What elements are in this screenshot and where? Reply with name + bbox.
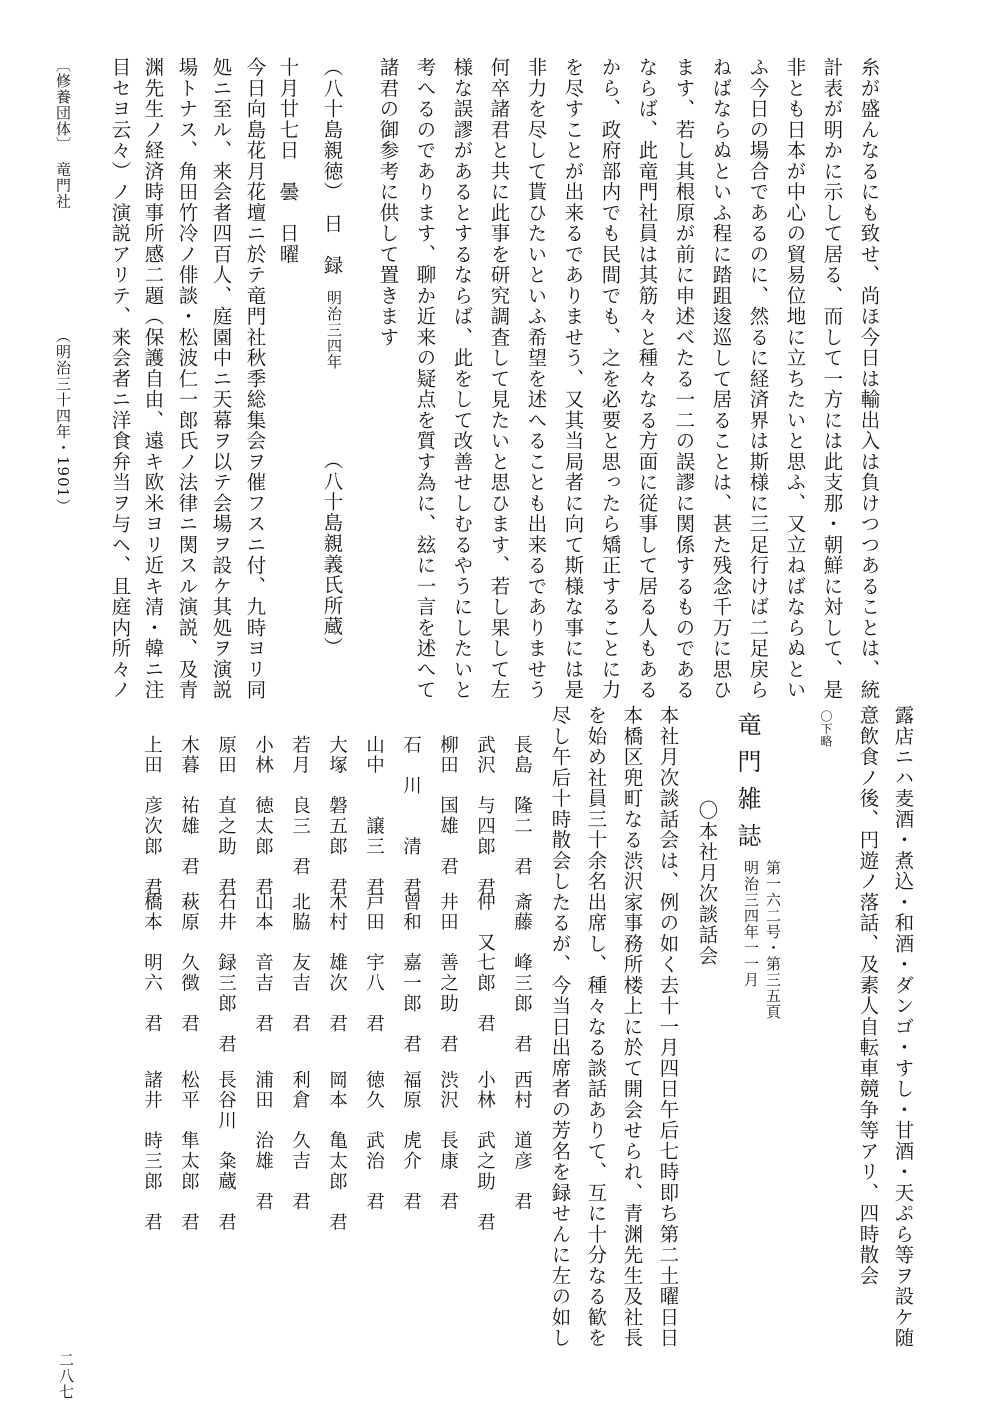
text-line: 計表が明かに示して居る、而して一方には此支那・朝鮮に対して、是 xyxy=(820,57,844,701)
attendee-name: 諸井 時三郎 君 xyxy=(141,1070,163,1233)
attendee-name: 戸田 宇八 君 xyxy=(363,892,385,1035)
attendee-name: 原田 直之助 君 xyxy=(215,735,237,898)
running-header-org: 〔修養団体〕 竜門社 xyxy=(54,57,72,210)
page-number: 二八七 xyxy=(57,1352,75,1400)
diary-line: 処ニ至ル、来会者四百人、庭園中ニ天幕ヲ以テ会場ヲ設ケ其処ヲ演説 xyxy=(209,57,233,701)
magazine-title: 竜門雑誌 xyxy=(733,712,761,860)
diary-date: 十月廿七日 曇 日曜 xyxy=(276,57,300,265)
text-line: 非力を尽して貰ひたいといふ希望を述へることも出来るでありませう xyxy=(524,57,548,701)
text-line: ます、若し其根原が前に申述べたる一二の誤謬に関係するものである xyxy=(672,57,696,701)
attendee-name: 橋本 明六 君 xyxy=(141,892,163,1035)
attendee-name: 武沢 与四郎 君 xyxy=(474,735,496,898)
attendee-name: 福原 虎介 君 xyxy=(400,1070,422,1213)
attendee-name: 利倉 久吉 君 xyxy=(289,1070,311,1213)
diary-line: 目セヨ云々）ノ演説アリテ、来会者ニ洋食弁当ヲ与ヘ、且庭内所々ノ xyxy=(108,57,132,701)
text-line: ねばならぬといふ程に踏跙逡巡して居ることは、甚た残念千万に思ひ xyxy=(709,57,733,701)
attendee-name: 曾和 嘉一郎 君 xyxy=(400,892,422,1055)
text-line: から、政府部内でも民間でも、之を必要と思ったら矯正することに力 xyxy=(598,57,622,701)
attendee-name: 小林 徳太郎 君 xyxy=(252,735,274,898)
magazine-date: 明治三四年一一月 xyxy=(742,860,760,988)
attendee-name: 岡本 亀太郎 君 xyxy=(326,1070,348,1233)
text-line: 考へるのであります、聊か近来の疑点を質す為に、玆に一言を述へて xyxy=(413,57,437,701)
attendee-name: 松平 隼太郎 君 xyxy=(178,1070,200,1233)
report-line: 尽し午后十時散会したるが、今当日出席者の芳名を録せんに左の如し xyxy=(548,705,572,1349)
attendee-name: 石井 録三郎 君 xyxy=(215,892,237,1055)
diary-line: 場トナス、角田竹冷ノ俳談・松波仁一郎氏ノ法律ニ関スル演説、及青 xyxy=(175,57,199,701)
attendee-name: 大塚 磐五郎 君 xyxy=(326,735,348,898)
report-line: 本橋区兜町なる渋沢家事務所楼上に於て開会せられ、青渊先生及社長 xyxy=(620,705,644,1349)
report-line: 本社月次談話会は、例の如く去十一月四日午后七時即ち第二土曜日日 xyxy=(656,705,680,1349)
attendee-name: 長谷川 粂蔵 君 xyxy=(215,1070,237,1233)
diary-heading: （八十島親徳） 日 録 xyxy=(320,57,344,276)
attendee-name: 柳田 国雄 君 xyxy=(437,735,459,878)
diary-year: 明治三四年 xyxy=(325,290,343,370)
attendee-name: 斎藤 峰三郎 君 xyxy=(511,892,533,1055)
attendee-name: 上田 彦次郎 君 xyxy=(141,735,163,898)
attendee-name: 徳久 武治 君 xyxy=(363,1070,385,1213)
attendee-name: 若月 良三 君 xyxy=(289,735,311,878)
attendee-name: 萩原 久徴 君 xyxy=(178,892,200,1035)
text-line: 露店ニハ麦酒・煮込・和酒・ダンゴ・すし・甘酒・天ぷら等ヲ設ケ随 xyxy=(891,705,915,1349)
running-header-era: （明治三十四年・1901） xyxy=(54,328,72,515)
text-line: ふ今日の場合であるのに、然るに経済界は斯様に三足行けば二足戻ら xyxy=(746,57,770,701)
attendee-name: 渋沢 長康 君 xyxy=(437,1070,459,1213)
attendee-name: 浦田 治雄 君 xyxy=(252,1070,274,1213)
attendee-name: 山中 譲三 君 xyxy=(363,735,385,898)
attendee-name: 木村 雄次 君 xyxy=(326,892,348,1035)
attendee-name: 仲 又七郎 君 xyxy=(474,892,496,1035)
text-line: 意飲食ノ後、円遊ノ落話、及素人自転車競争等アリ、四時散会 xyxy=(856,705,880,1286)
attendee-name: 山本 音吉 君 xyxy=(252,892,274,1035)
report-line: を始め社員三十余名出席し、種々なる談話ありて、互に十分なる歓を xyxy=(584,705,608,1349)
attendee-name: 西村 道彦 君 xyxy=(511,1070,533,1213)
text-line: ならば、此竜門社員は其筋々と種々なる方面に従事して居る人もある xyxy=(635,57,659,701)
text-line: 糸が盛んなるにも致せ、尚ほ今日は輸出入は負けつつあることは、統 xyxy=(857,57,881,701)
attendee-name: 井田 善之助 君 xyxy=(437,892,459,1055)
text-line: 非とも日本が中心の貿易位地に立ちたいと思ふ、又立ねばならぬとい xyxy=(783,57,807,701)
report-title: 〇本社月次談話会 xyxy=(695,800,719,966)
attendee-name: 小林 武之助 君 xyxy=(474,1070,496,1233)
magazine-issue: 第一六二号・第三五頁 xyxy=(764,860,782,1020)
attendee-name: 北脇 友吉 君 xyxy=(289,892,311,1035)
diary-line: 今日向島花月花壇ニ於テ竜門社秋季総集会ヲ催フスニ付、九時ヨリ同 xyxy=(243,57,267,701)
attendee-name: 石 川 清 君 xyxy=(400,735,422,898)
attendee-name: 長島 隆二 君 xyxy=(511,735,533,878)
diary-line: 渊先生ノ経済時事所感二題（保護自由、遠キ欧米ヨリ近キ清・韓ニ注 xyxy=(141,57,165,701)
text-line: 様な誤謬があるとするならば、此をして改善せしむるやうにしたいと xyxy=(450,57,474,701)
omission-note: 〇下略 xyxy=(819,710,833,748)
text-line: を尽すことが出来るでありませう、又其当局者に向て斯様な事には是 xyxy=(561,57,585,701)
text-line: 何卒諸君と共に此事を研究調査して見たいと思ひます、若し果して左 xyxy=(487,57,511,701)
text-line: 諸君の御参考に供して置きます xyxy=(376,57,400,348)
attendee-name: 木暮 祐雄 君 xyxy=(178,735,200,878)
diary-source: （八十島親義氏所蔵） xyxy=(320,450,344,658)
